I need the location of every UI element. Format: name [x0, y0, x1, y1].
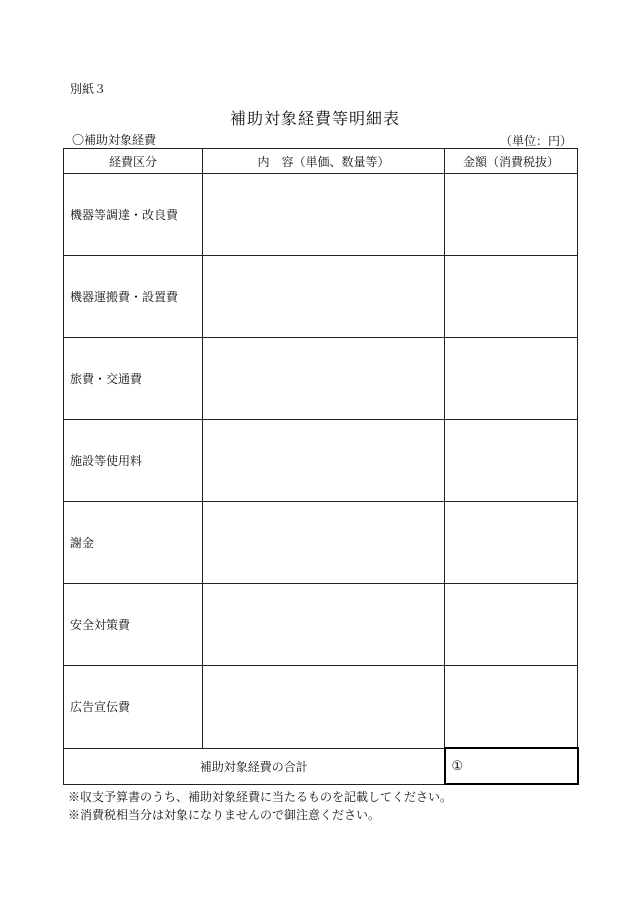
table-row: [64, 502, 578, 584]
content-cell[interactable]: [203, 420, 445, 502]
amount-cell[interactable]: [445, 502, 578, 584]
page-title: 補助対象経費等明細表: [229, 109, 400, 128]
table-row: [64, 584, 578, 666]
total-amount-cell[interactable]: ①: [445, 748, 578, 784]
note-line: ※消費税相当分は対象になりませんので御注意ください。: [68, 808, 381, 822]
amount-cell[interactable]: [445, 420, 578, 502]
total-row: [64, 748, 578, 784]
category-cell: 機器等調達・改良費: [64, 174, 203, 256]
category-cell: 旅費・交通費: [64, 338, 203, 420]
note-line: ※収支予算書のうち、補助対象経費に当たるものを記載してください。: [68, 790, 453, 804]
header-content: 内 容（単価、数量等）: [203, 149, 445, 174]
unit-label: （単位：円）: [499, 134, 572, 148]
category-cell: 謝金: [64, 502, 203, 584]
content-cell[interactable]: [203, 502, 445, 584]
table-header-row: [64, 149, 578, 174]
header-category: 経費区分: [64, 149, 203, 174]
section-label: 〇補助対象経費: [72, 133, 157, 147]
notes: [68, 788, 452, 824]
table-row: [64, 420, 578, 502]
content-cell[interactable]: [203, 666, 445, 749]
table-row: [64, 174, 578, 256]
amount-cell[interactable]: [445, 256, 578, 338]
category-cell: 施設等使用料: [64, 420, 203, 502]
content-cell[interactable]: [203, 338, 445, 420]
table-row: [64, 666, 578, 749]
category-cell: 広告宣伝費: [64, 666, 203, 749]
amount-cell[interactable]: [445, 666, 578, 749]
content-cell[interactable]: [203, 256, 445, 338]
table-row: [64, 338, 578, 420]
category-cell: 安全対策費: [64, 584, 203, 666]
table-row: [64, 256, 578, 338]
header-amount: 金額（消費税抜）: [445, 149, 578, 174]
attachment-label: 別紙３: [70, 82, 107, 96]
content-cell[interactable]: [203, 584, 445, 666]
category-cell: 機器運搬費・設置費: [64, 256, 203, 338]
total-label: 補助対象経費の合計: [64, 748, 445, 784]
amount-cell[interactable]: [445, 584, 578, 666]
amount-cell[interactable]: [445, 338, 578, 420]
amount-cell[interactable]: [445, 174, 578, 256]
expense-detail-table: [63, 148, 579, 785]
content-cell[interactable]: [203, 174, 445, 256]
